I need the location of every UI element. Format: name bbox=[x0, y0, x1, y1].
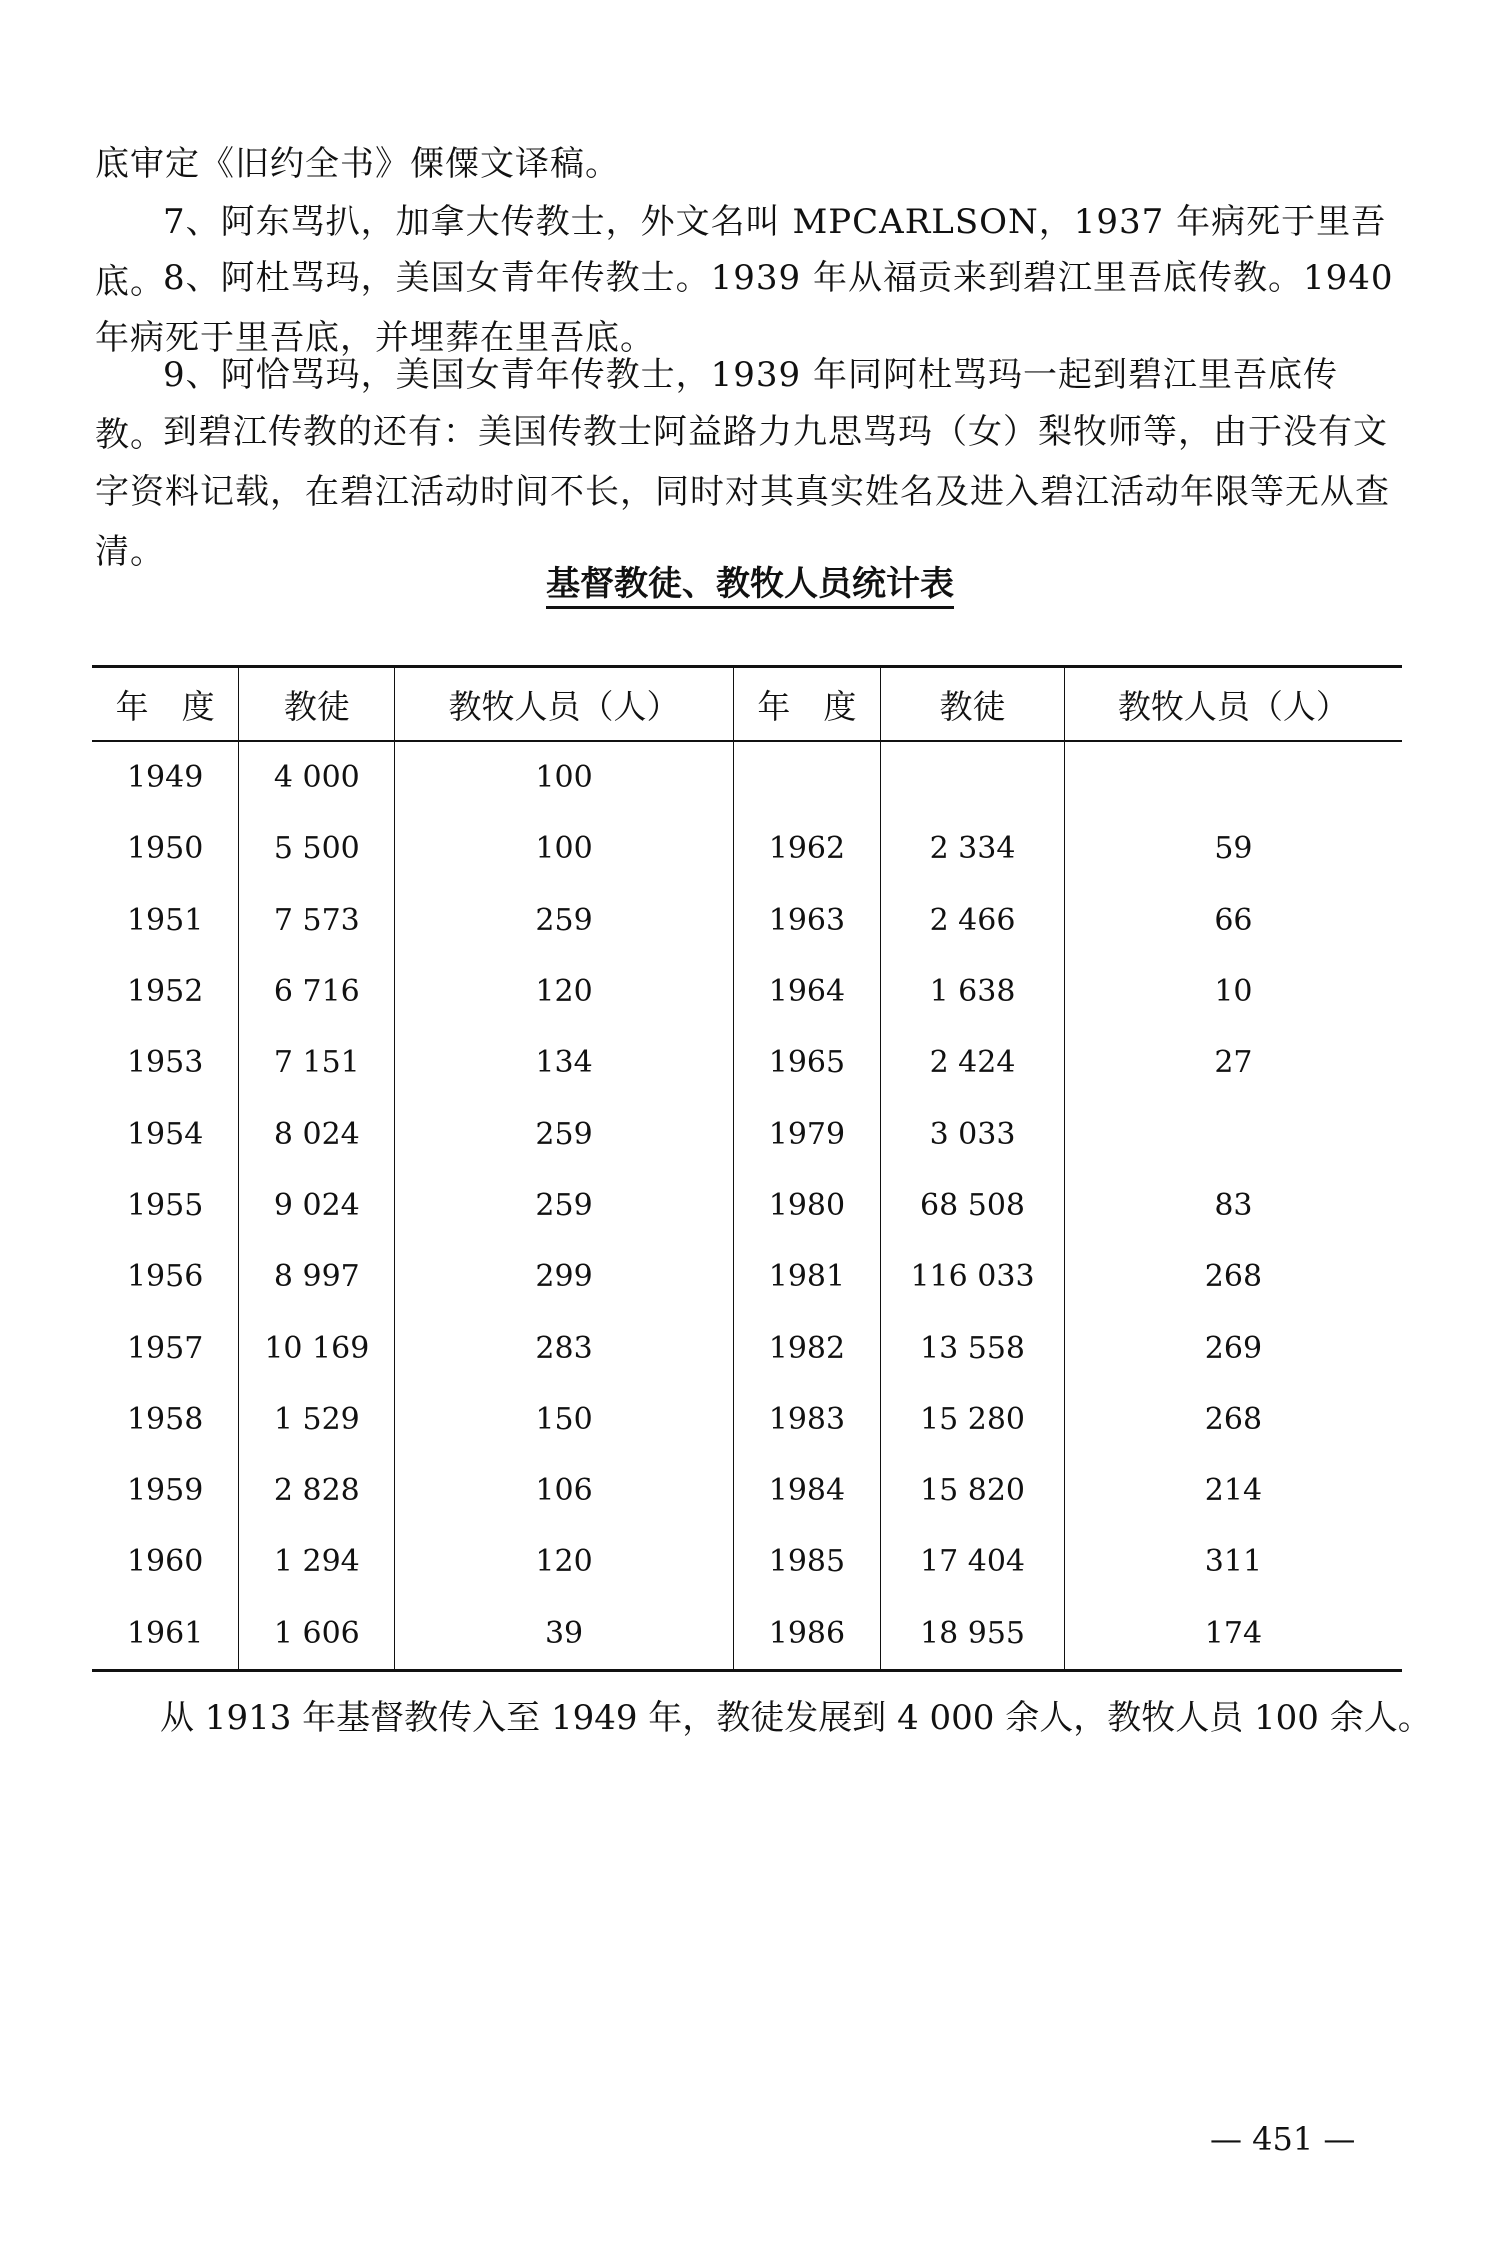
table-cell: 8 024 bbox=[239, 1098, 395, 1169]
table-cell: 1952 bbox=[92, 956, 239, 1027]
table-cell: 1959 bbox=[92, 1455, 239, 1526]
table-cell: 1 606 bbox=[239, 1598, 395, 1671]
page-number: — 451 — bbox=[1210, 2120, 1356, 2158]
table-cell: 1954 bbox=[92, 1098, 239, 1169]
table-cell bbox=[1064, 1098, 1402, 1169]
table-cell: 1983 bbox=[733, 1384, 880, 1455]
table-cell: 1957 bbox=[92, 1312, 239, 1383]
table-cell: 8 997 bbox=[239, 1241, 395, 1312]
table-cell: 1985 bbox=[733, 1526, 880, 1597]
table-cell: 1958 bbox=[92, 1384, 239, 1455]
table-cell: 174 bbox=[1064, 1598, 1402, 1671]
table-title-text: 基督教徒、教牧人员统计表 bbox=[546, 564, 954, 609]
table-cell: 1 294 bbox=[239, 1526, 395, 1597]
table-cell: 311 bbox=[1204, 1544, 1263, 1580]
table-cell: 4 000 bbox=[239, 741, 395, 813]
table-cell: 1963 bbox=[733, 885, 880, 956]
table-row bbox=[92, 1384, 1402, 1455]
table-cell: 259 bbox=[395, 885, 733, 956]
table-row bbox=[92, 1098, 1402, 1169]
table-body bbox=[92, 741, 1402, 1670]
paragraph-1: 7、阿东骂扒，加拿大传教士，外文名叫 MPCARLSON，1937 年病死于里吾底。 bbox=[95, 202, 1387, 302]
table-cell: 259 bbox=[395, 1170, 733, 1241]
table-cell: 100 bbox=[395, 741, 733, 813]
table-cell bbox=[733, 741, 880, 813]
table-cell: 120 bbox=[395, 956, 733, 1027]
table-cell: 9 024 bbox=[239, 1170, 395, 1241]
table-cell: 2 334 bbox=[881, 813, 1065, 884]
table-cell: 1951 bbox=[92, 885, 239, 956]
table-cell: 1981 bbox=[733, 1241, 880, 1312]
table-row bbox=[92, 1027, 1402, 1098]
table-cell: 5 500 bbox=[239, 813, 395, 884]
table-cell: 39 bbox=[395, 1598, 733, 1671]
paragraph-0: 底审定《旧约全书》傈僳文译稿。 bbox=[95, 144, 620, 184]
header-believers-left: 教徒 bbox=[239, 667, 395, 742]
paragraph-4: 到碧江传教的还有：美国传教士阿益路力九思骂玛（女）梨牧师等，由于没有文字资料记载，在碧江活动时间不长，同时对其真实姓名及进入碧江活动年限等无从查清。 bbox=[95, 412, 1390, 572]
table-cell: 283 bbox=[395, 1312, 733, 1383]
table-row bbox=[92, 1455, 1402, 1526]
table-cell: 18 955 bbox=[881, 1598, 1065, 1671]
table-cell: 1982 bbox=[733, 1312, 880, 1383]
table-cell: 1953 bbox=[92, 1027, 239, 1098]
table-cell: 269 bbox=[1204, 1330, 1263, 1366]
summary-text: 从 1913 年基督教传入至 1949 年，教徒发展到 4 000 余人，教牧人员 100 余人。 bbox=[160, 1698, 1432, 1738]
table-row bbox=[92, 1170, 1402, 1241]
table-cell: 59 bbox=[1214, 831, 1253, 867]
table-cell: 2 828 bbox=[239, 1455, 395, 1526]
table-cell: 1961 bbox=[92, 1598, 239, 1671]
table-cell: 268 bbox=[1204, 1259, 1263, 1295]
table-row bbox=[92, 1241, 1402, 1312]
table-cell: 150 bbox=[395, 1384, 733, 1455]
table-cell: 1979 bbox=[733, 1098, 880, 1169]
table-cell: 2 424 bbox=[881, 1027, 1065, 1098]
header-year-left: 年 度 bbox=[92, 667, 239, 742]
header-believers-right: 教徒 bbox=[881, 667, 1065, 742]
table-cell: 100 bbox=[395, 813, 733, 884]
table-cell: 214 bbox=[1204, 1473, 1263, 1509]
table-cell: 259 bbox=[395, 1098, 733, 1169]
table-cell: 6 716 bbox=[239, 956, 395, 1027]
table-cell: 10 bbox=[1214, 974, 1253, 1010]
paragraph-3: 9、阿恰骂玛，美国女青年传教士，1939 年同阿杜骂玛一起到碧江里吾底传教。 bbox=[95, 355, 1338, 455]
header-clergy-left: 教牧人员（人） bbox=[395, 667, 733, 742]
table-cell: 1962 bbox=[733, 813, 880, 884]
table-cell: 1949 bbox=[92, 741, 239, 813]
table-cell: 68 508 bbox=[881, 1170, 1065, 1241]
table-cell: 7 573 bbox=[239, 885, 395, 956]
table-row bbox=[92, 885, 1402, 956]
table-cell: 83 bbox=[1214, 1187, 1253, 1223]
table-header-row bbox=[92, 667, 1402, 742]
table-cell: 15 280 bbox=[881, 1384, 1065, 1455]
table-cell: 134 bbox=[395, 1027, 733, 1098]
table-cell bbox=[1064, 741, 1402, 813]
table-cell: 120 bbox=[395, 1526, 733, 1597]
header-clergy-right: 教牧人员（人） bbox=[1064, 667, 1402, 742]
header-year-right: 年 度 bbox=[733, 667, 880, 742]
table-cell: 17 404 bbox=[881, 1526, 1065, 1597]
table-cell: 1 529 bbox=[239, 1384, 395, 1455]
table-row bbox=[92, 1598, 1402, 1671]
table-cell: 13 558 bbox=[881, 1312, 1065, 1383]
table-cell: 1980 bbox=[733, 1170, 880, 1241]
table-cell: 1 638 bbox=[881, 956, 1065, 1027]
table-cell: 1960 bbox=[92, 1526, 239, 1597]
statistics-table bbox=[92, 665, 1402, 1672]
table-cell: 3 033 bbox=[881, 1098, 1065, 1169]
paragraph-2: 8、阿杜骂玛，美国女青年传教士。1939 年从福贡来到碧江里吾底传教。1940 年病死于里吾底，并埋葬在里吾底。 bbox=[95, 258, 1394, 358]
table-cell: 1984 bbox=[733, 1455, 880, 1526]
table-row bbox=[92, 956, 1402, 1027]
table-cell: 7 151 bbox=[239, 1027, 395, 1098]
table-cell: 66 bbox=[1214, 902, 1253, 938]
table-cell bbox=[881, 741, 1065, 813]
table-cell: 268 bbox=[1204, 1401, 1263, 1437]
table-cell: 27 bbox=[1214, 1045, 1253, 1081]
table-row bbox=[92, 1312, 1402, 1383]
table-cell: 1965 bbox=[733, 1027, 880, 1098]
table-row bbox=[92, 1526, 1402, 1597]
table-cell: 1956 bbox=[92, 1241, 239, 1312]
table-cell: 1955 bbox=[92, 1170, 239, 1241]
table-cell: 299 bbox=[395, 1241, 733, 1312]
table-cell: 15 820 bbox=[881, 1455, 1065, 1526]
table-cell: 10 169 bbox=[239, 1312, 395, 1383]
table-title bbox=[0, 556, 1500, 605]
table-row bbox=[92, 741, 1402, 813]
table-cell: 1950 bbox=[92, 813, 239, 884]
table-cell: 1964 bbox=[733, 956, 880, 1027]
table-row bbox=[92, 813, 1402, 884]
table-cell: 116 033 bbox=[881, 1241, 1065, 1312]
table-cell: 2 466 bbox=[881, 885, 1065, 956]
table-cell: 1986 bbox=[733, 1598, 880, 1671]
table-cell: 106 bbox=[395, 1455, 733, 1526]
